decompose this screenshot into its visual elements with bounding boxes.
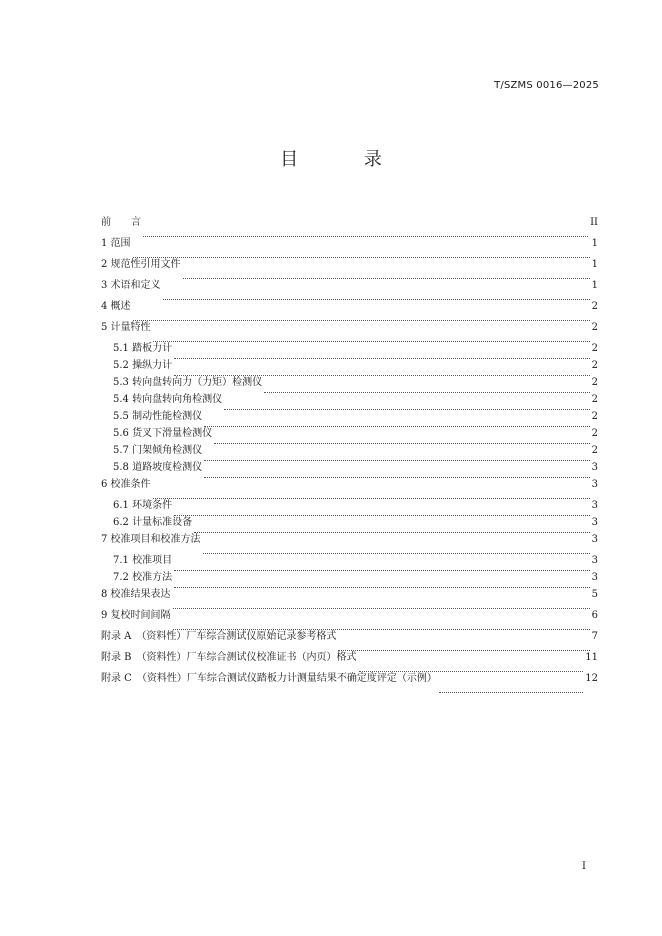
toc-leader-dots <box>174 358 590 359</box>
toc-leader-dots <box>264 392 590 393</box>
toc-entry[interactable] <box>101 378 598 395</box>
toc-entry-page: 2 <box>591 394 598 405</box>
toc-entry-label: 7.1 校准项目 <box>113 555 173 566</box>
toc-entry-label: 3 术语和定义 <box>101 280 161 291</box>
toc-entry-label: 附录 B （资料性）厂车综合测试仪校准证书（内页）格式 <box>101 652 357 663</box>
toc-entry[interactable] <box>101 501 598 518</box>
toc-entry-label: 5.8 道路坡度检测仪 <box>113 462 203 473</box>
toc-entry[interactable] <box>101 556 598 573</box>
page-title: 目 录 <box>280 149 412 170</box>
toc-entry[interactable] <box>101 344 598 361</box>
toc-leader-dots <box>163 299 590 300</box>
toc-entry[interactable] <box>101 535 598 556</box>
toc-entry-label: 2 规范性引用文件 <box>101 259 181 270</box>
toc-entry[interactable] <box>101 395 598 412</box>
toc-entry-page: 6 <box>591 610 598 621</box>
toc-entry-page: 12 <box>585 673 598 684</box>
toc-leader-dots <box>174 587 590 588</box>
toc-entry[interactable] <box>101 653 598 674</box>
toc-entry-label: 7.2 校准方法 <box>113 572 173 583</box>
toc-entry[interactable] <box>101 463 598 480</box>
toc-leader-dots <box>439 692 583 693</box>
toc-entry[interactable] <box>101 611 598 632</box>
toc-entry[interactable] <box>101 446 598 463</box>
toc-entry-label: 9 复校时间间隔 <box>101 610 171 621</box>
toc-entry-page: 11 <box>585 652 598 663</box>
toc-leader-dots <box>133 320 590 321</box>
toc-entry-page: 3 <box>591 555 598 566</box>
toc-entry[interactable] <box>101 260 598 281</box>
toc-leader-dots <box>173 608 590 609</box>
toc-entry-label: 5.2 操纵力计 <box>113 360 173 371</box>
toc-entry-page: 5 <box>591 589 598 600</box>
toc-entry[interactable] <box>101 281 598 302</box>
toc-entry-page: 3 <box>591 534 598 545</box>
toc-leader-dots <box>204 426 590 427</box>
toc-entry[interactable] <box>101 412 598 429</box>
toc-entry-label: 1 范围 <box>101 238 131 249</box>
toc-entry-page: 3 <box>591 500 598 511</box>
toc-leader-dots <box>173 629 590 630</box>
toc-entry[interactable] <box>101 518 598 535</box>
toc-entry-label: 附录 A （资料性）厂车综合测试仪原始记录参考格式 <box>101 631 337 642</box>
toc-entry[interactable] <box>101 302 598 323</box>
toc-entry[interactable] <box>101 218 598 239</box>
toc-leader-dots <box>203 553 590 554</box>
page-number: I <box>582 861 586 872</box>
toc-leader-dots <box>153 498 590 499</box>
toc-entry-page: 2 <box>591 411 598 422</box>
toc-leader-dots <box>133 257 590 258</box>
toc-leader-dots <box>204 477 590 478</box>
toc-entry-page: 7 <box>591 631 598 642</box>
document-number: T/SZMS 0016—2025 <box>494 80 599 91</box>
toc-entry-page: 3 <box>591 572 598 583</box>
toc-entry-label: 5.5 制动性能检测仪 <box>113 411 203 422</box>
toc-leader-dots <box>153 341 590 342</box>
toc-leader-dots <box>174 515 590 516</box>
toc-entry-label: 附录 C （资料性）厂车综合测试仪踏板力计测量结果不确定度评定（示例） <box>101 673 437 684</box>
toc-entry-page: 3 <box>591 517 598 528</box>
table-of-contents <box>101 218 598 695</box>
toc-leader-dots <box>214 443 590 444</box>
toc-entry-label: 5.6 货叉下滑量检测仪 <box>113 428 213 439</box>
toc-entry-page: 3 <box>591 479 598 490</box>
toc-entry-page: 1 <box>591 238 598 249</box>
toc-entry[interactable] <box>101 429 598 446</box>
toc-leader-dots <box>359 671 584 672</box>
toc-leader-dots <box>183 278 590 279</box>
toc-entry-label: 5.1 踏板力计 <box>113 343 173 354</box>
toc-entry-page: 2 <box>591 360 598 371</box>
toc-entry-page: 3 <box>591 462 598 473</box>
toc-entry[interactable] <box>101 674 598 695</box>
toc-entry-label: 5.7 门架倾角检测仪 <box>113 445 203 456</box>
toc-entry-label: 5.3 转向盘转向力（力矩）检测仪 <box>113 377 263 388</box>
toc-leader-dots <box>204 460 590 461</box>
toc-entry[interactable] <box>101 480 598 501</box>
toc-entry-page: 1 <box>591 280 598 291</box>
toc-entry-label: 5 计量特性 <box>101 322 151 333</box>
toc-entry[interactable] <box>101 239 598 260</box>
toc-leader-dots <box>174 570 590 571</box>
toc-entry-label: 8 校准结果表达 <box>101 589 171 600</box>
toc-entry-page: 2 <box>591 428 598 439</box>
toc-entry-page: II <box>590 217 598 228</box>
toc-entry-page: 2 <box>591 322 598 333</box>
toc-leader-dots <box>143 236 588 237</box>
toc-leader-dots <box>174 375 590 376</box>
toc-entry[interactable] <box>101 573 598 590</box>
toc-entry-label: 4 概述 <box>101 301 131 312</box>
toc-leader-dots <box>338 650 589 651</box>
toc-entry-label: 6.2 计量标准设备 <box>113 517 193 528</box>
toc-entry-page: 2 <box>591 377 598 388</box>
toc-entry[interactable] <box>101 361 598 378</box>
toc-entry-label: 前 言 <box>101 217 141 228</box>
toc-entry-label: 6 校准条件 <box>101 479 151 490</box>
toc-entry-page: 2 <box>591 445 598 456</box>
toc-entry-label: 6.1 环境条件 <box>113 500 173 511</box>
toc-entry-label: 7 校准项目和校准方法 <box>101 534 201 545</box>
toc-leader-dots <box>194 532 590 533</box>
toc-entry-page: 1 <box>591 259 598 270</box>
toc-entry-page: 2 <box>591 301 598 312</box>
toc-entry-label: 5.4 转向盘转向角检测仪 <box>113 394 223 405</box>
toc-entry[interactable] <box>101 590 598 611</box>
toc-leader-dots <box>224 409 590 410</box>
toc-entry[interactable] <box>101 632 598 653</box>
toc-entry-page: 2 <box>591 343 598 354</box>
toc-entry[interactable] <box>101 323 598 344</box>
